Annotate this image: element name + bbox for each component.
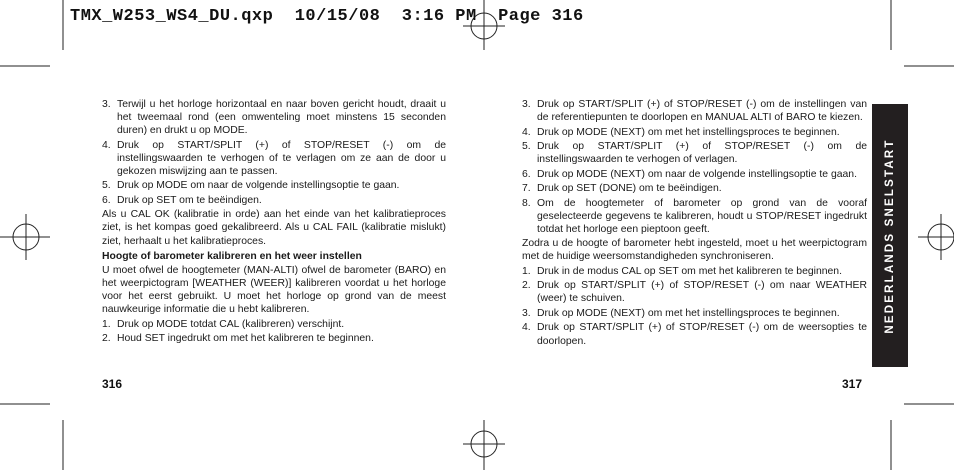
page-number-right: 317 — [842, 377, 863, 391]
page-number-left: 316 — [102, 377, 123, 391]
language-side-tab — [872, 104, 908, 367]
list-item: 4. Druk op START/SPLIT (+) of STOP/RESET (-) om de weersopties te doorlopen. — [522, 322, 867, 347]
print-slug-header: TMX_W253_WS4_DU.qxp 10/15/08 3:16 PM Page 316 — [70, 7, 584, 26]
left-steps-list — [102, 98, 446, 207]
list-item: 6. Druk op MODE (NEXT) om naar de volgende instellingsoptie te gaan. — [522, 168, 857, 180]
left-page-body — [102, 98, 446, 347]
list-item: 3. Druk op MODE (NEXT) om met het instellingsproces te beginnen. — [522, 307, 840, 319]
list-item: 6. Druk op SET om te beëindigen. — [102, 194, 262, 206]
sync-weather-paragraph: Zodra u de hoogte of barometer hebt ingesteld, moet u het weerpictogram met de huidige weersomstandigheden synchroniseren. — [522, 238, 867, 263]
list-item: 4. Druk op MODE (NEXT) om met het instellingsproces te beginnen. — [522, 126, 840, 138]
list-item: 2. Houd SET ingedrukt om met het kalibreren te beginnen. — [102, 333, 374, 345]
list-item: 1. Druk in de modus CAL op SET om met het kalibreren te beginnen. — [522, 265, 842, 277]
list-item: 5. Druk op MODE om naar de volgende instellingsoptie te gaan. — [102, 180, 400, 192]
side-tab-label: NEDERLANDS SNELSTART — [884, 137, 896, 334]
left-steps-list-2 — [102, 318, 446, 346]
right-steps-list-2 — [522, 265, 867, 348]
section-heading: Hoogte of barometer kalibreren en het weer instellen — [102, 250, 362, 262]
list-item: 3. Terwijl u het horloge horizontaal en naar boven gericht houdt, draait u het tweemaal rond (een omwenteling moet minstens 15 seconden duren) en drukt u op MODE. — [102, 99, 446, 137]
right-page-body — [522, 98, 867, 349]
list-item: 7. Druk op SET (DONE) om te beëindigen. — [522, 183, 722, 195]
calibration-intro-paragraph: U moet ofwel de hoogtemeter (MAN-ALTI) ofwel de barometer (BARO) en het weerpictogram [WEATHER (WEER)] kalibreren voordat u het horloge voor het eerst gebruikt. U moet het horloge op grond van de meest nauwkeurige informatie die u hebt kalibreren. — [102, 265, 446, 316]
list-item: 1. Druk op MODE totdat CAL (kalibreren) verschijnt. — [102, 318, 345, 330]
calibration-result-paragraph: Als u CAL OK (kalibratie in orde) aan het einde van het kalibratieproces ziet, is het kompas goed gekalibreerd. Als u CAL FAIL (kalibratie mislukt) ziet, herhaalt u het kalibratieproces. — [102, 209, 446, 247]
list-item: 5. Druk op START/SPLIT (+) of STOP/RESET (-) om de instellingswaarden te verhogen of verlagen. — [522, 141, 867, 166]
list-item: 3. Druk op START/SPLIT (+) of STOP/RESET (-) om de instellingen van de referentiepunten te doorlopen en MANUAL ALTI of BARO te kiezen. — [522, 99, 867, 124]
right-steps-list — [522, 98, 867, 236]
list-item: 8. Om de hoogtemeter of barometer op grond van de vooraf geselecteerde gegevens te kalibreren, houdt u STOP/RESET ingedrukt totdat het horloge een pieptoon geeft. — [522, 197, 867, 235]
list-item: 2. Druk op START/SPLIT (+) of STOP/RESET (-) om naar WEATHER (weer) te schuiven. — [522, 280, 867, 305]
list-item: 4. Druk op START/SPLIT (+) of STOP/RESET (-) om de instellingswaarden te verhogen of te verlagen om ze aan de door u gekozen miswijzing aan te passen. — [102, 139, 446, 177]
